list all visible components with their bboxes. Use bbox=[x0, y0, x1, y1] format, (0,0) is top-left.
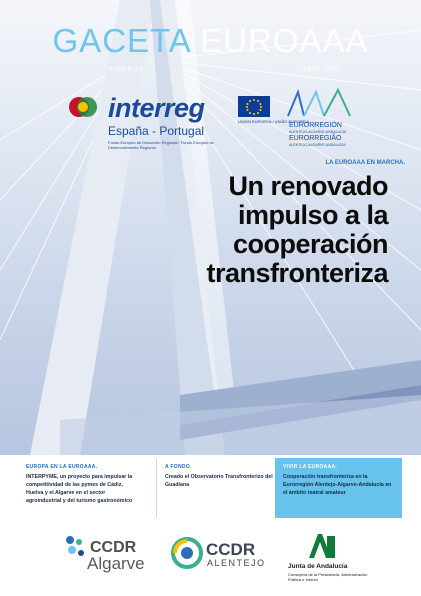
headline-line: cooperación bbox=[232, 229, 388, 259]
headline bbox=[206, 172, 388, 288]
euroregion-line2-sub: ALENTEJO-ALGARVE-ANDALUZIA bbox=[289, 143, 346, 147]
teaser-label: EUROPA EN LA EUROAAA. bbox=[26, 464, 98, 470]
issue-number: NÚMERO 2 bbox=[108, 67, 144, 73]
ccdr-algarve-logo-icon bbox=[64, 534, 86, 560]
headline-line: Un renovado bbox=[228, 171, 388, 201]
junta-andalucia-sub: Consejería de la Presidencia, Administración Pública e Interior bbox=[288, 572, 368, 582]
ccdr-algarve-line1: CCDR bbox=[90, 539, 137, 556]
teaser-vivir[interactable] bbox=[275, 458, 402, 518]
teaser-text: Cooperación transfronteriza en la Eurorregión Alentejo-Algarve-Andalucía en el ámbito teatral amateur bbox=[283, 474, 392, 496]
teaser-text: Creado el Observatorio Transfronterizo del Guadiana bbox=[165, 474, 273, 488]
masthead-part1: GACETA bbox=[52, 22, 190, 59]
teaser-label: VIVIR LA EUROAAA. bbox=[283, 464, 338, 470]
masthead-part2: EUROAAA bbox=[200, 22, 369, 59]
junta-andalucia-name: Junta de Andalucía bbox=[288, 563, 348, 570]
headline-line: transfronteriza bbox=[206, 258, 388, 288]
ccdr-alentejo-logo-icon bbox=[170, 537, 204, 569]
euroregion-line1: EURORREGIÓN bbox=[289, 122, 342, 129]
eu-label: UNIÓN EUROPEA / UNIÃO EUROPEIA bbox=[238, 119, 310, 124]
portugal-spain-logo bbox=[68, 96, 98, 118]
teaser-text: INTERPYME, un proyecto para impulsar la competitividad de las pymes de Cádiz, Huelva y el Algarve en el sector agroindustrial y del turismo gastronómico bbox=[26, 474, 133, 504]
ccdr-alentejo-line1: CCDR bbox=[206, 540, 256, 559]
euroregion-line2: EURORREGIÃO bbox=[289, 135, 342, 142]
ccdr-alentejo-line2: ALENTEJO bbox=[207, 558, 266, 568]
teaser-a-fondo[interactable] bbox=[156, 458, 282, 518]
teaser-europa[interactable] bbox=[18, 458, 149, 518]
headline-kicker: LA EUROAAA EN MARCHA. bbox=[325, 160, 405, 166]
euroregion-logo-icon bbox=[286, 88, 356, 118]
euroregion-line1-sub: ALENTEJO-ALGARVE-ANDALUCÍA bbox=[289, 130, 346, 134]
interreg-logo: interreg bbox=[108, 93, 205, 123]
interreg-subtitle: España - Portugal bbox=[108, 124, 205, 138]
issue-date: ABRIL 2022 bbox=[303, 67, 341, 73]
masthead bbox=[0, 22, 421, 60]
teaser-label: A FONDO. bbox=[165, 464, 192, 470]
headline-line: impulso a la bbox=[237, 200, 388, 230]
junta-andalucia-logo-icon bbox=[305, 530, 339, 560]
ccdr-algarve-line2: Algarve bbox=[87, 554, 145, 573]
eu-flag-icon bbox=[238, 96, 270, 117]
interreg-fine-print: Fondo Europeo de Desarrollo Regional / Fundo Europeu de Desenvolvimento Regional bbox=[108, 140, 214, 150]
section-teasers bbox=[18, 458, 402, 518]
